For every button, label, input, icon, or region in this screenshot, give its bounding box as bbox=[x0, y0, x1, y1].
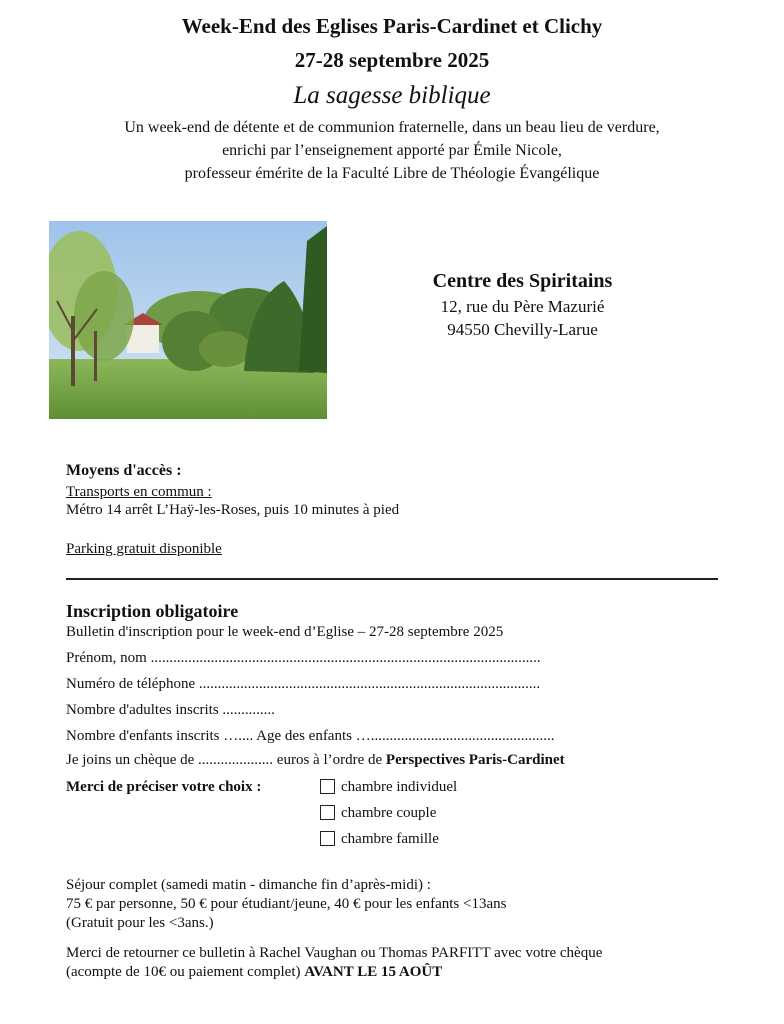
pricing-line-3: (Gratuit pour les <3ans.) bbox=[66, 915, 214, 931]
transport-heading: Transports en commun : bbox=[66, 484, 212, 500]
option-family[interactable] bbox=[320, 831, 439, 848]
cheque-payee: Perspectives Paris-Cardinet bbox=[385, 752, 565, 768]
venue-garden-photo bbox=[49, 221, 327, 419]
field-phone[interactable]: Numéro de téléphone ........................................................................................... bbox=[66, 676, 541, 692]
checkbox-single[interactable] bbox=[320, 779, 335, 794]
field-name[interactable]: Prénom, nom ........................................................................................................ bbox=[66, 650, 541, 666]
intro-line: enrichi par l’enseignement apporté par Émile Nicole, bbox=[222, 142, 562, 159]
intro-line: Un week-end de détente et de communion fraternelle, dans un beau lieu de verdure, bbox=[124, 119, 660, 136]
checkbox-couple[interactable] bbox=[320, 805, 335, 820]
option-couple[interactable] bbox=[320, 805, 436, 822]
venue-name: Centre des Spiritains bbox=[432, 270, 613, 292]
return-deadline: AVANT LE 15 AOÛT bbox=[304, 964, 443, 980]
option-single-label: chambre individuel bbox=[341, 779, 458, 795]
checkbox-family[interactable] bbox=[320, 831, 335, 846]
option-single[interactable] bbox=[320, 779, 457, 796]
venue-street: 12, rue du Père Mazurié bbox=[440, 297, 605, 316]
transport-text: Métro 14 arrêt L’Haÿ-les-Roses, puis 10 minutes à pied bbox=[66, 502, 400, 518]
pricing-line-1: Séjour complet (samedi matin - dimanche fin d’après-midi) : bbox=[66, 877, 431, 893]
pricing-line-2: 75 € par personne, 50 € pour étudiant/jeune, 40 € pour les enfants <13ans bbox=[66, 896, 507, 912]
form-heading: Inscription obligatoire bbox=[66, 601, 239, 621]
intro-text bbox=[0, 116, 784, 185]
cheque-text[interactable]: Je joins un chèque de .................... euros à l’ordre de bbox=[66, 752, 386, 768]
choice-label: Merci de préciser votre choix : bbox=[66, 779, 262, 795]
venue-city: 94550 Chevilly-Larue bbox=[447, 320, 598, 339]
parking-text: Parking gratuit disponible bbox=[66, 541, 222, 557]
separator-line bbox=[66, 578, 718, 580]
event-theme: La sagesse biblique bbox=[293, 82, 491, 109]
intro-line: professeur émérite de la Faculté Libre de Théologie Évangélique bbox=[184, 165, 600, 182]
return-line-2 bbox=[66, 964, 442, 981]
event-dates: 27-28 septembre 2025 bbox=[294, 48, 490, 72]
form-subtitle: Bulletin d'inscription pour le week-end d’Eglise – 27-28 septembre 2025 bbox=[66, 624, 504, 640]
field-children[interactable]: Nombre d'enfants inscrits ….... Age des enfants …................................................. bbox=[66, 728, 555, 744]
cheque-line bbox=[66, 752, 565, 769]
event-title: Week-End des Eglises Paris-Cardinet et Clichy bbox=[181, 14, 603, 38]
return-deposit-text: (acompte de 10€ ou paiement complet) bbox=[66, 964, 305, 980]
option-couple-label: chambre couple bbox=[341, 805, 437, 821]
return-line-1: Merci de retourner ce bulletin à Rachel Vaughan ou Thomas PARFITT avec votre chèque bbox=[66, 945, 603, 961]
option-family-label: chambre famille bbox=[341, 831, 439, 847]
field-adults[interactable]: Nombre d'adultes inscrits .............. bbox=[66, 702, 275, 718]
access-heading: Moyens d'accès : bbox=[66, 462, 182, 479]
